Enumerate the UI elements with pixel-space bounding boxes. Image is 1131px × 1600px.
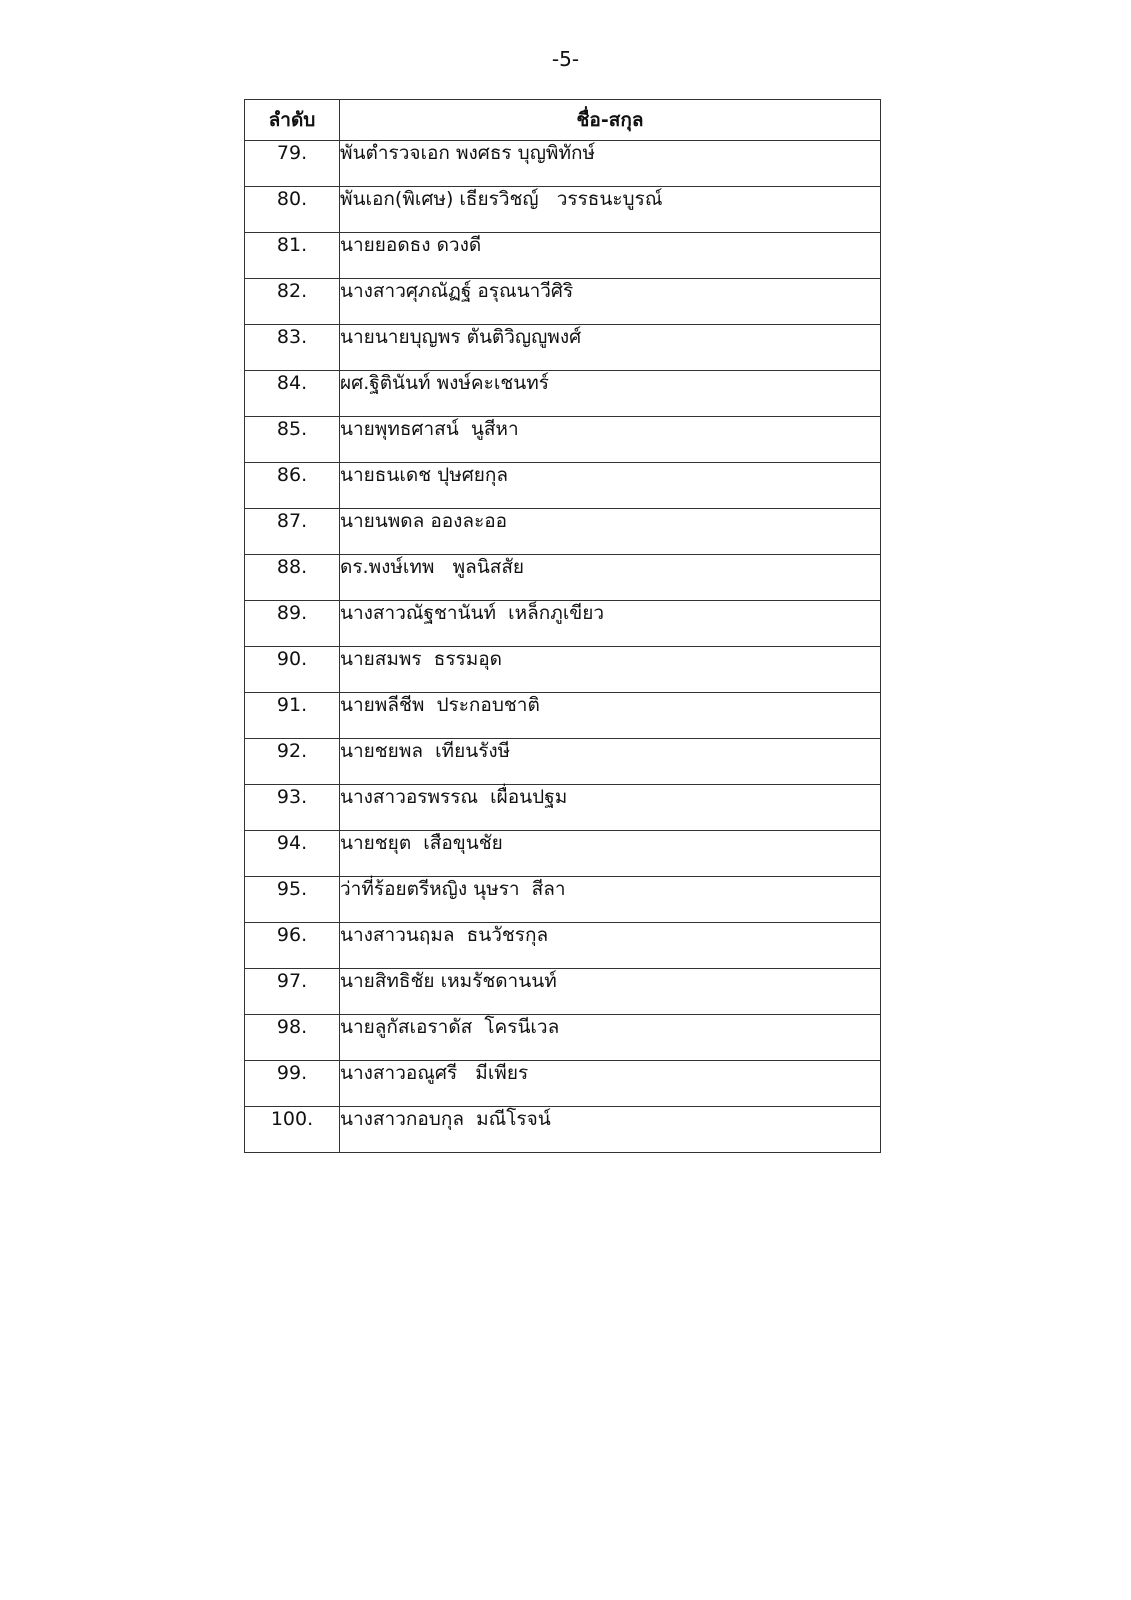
row-name: นางสาวอรพรรณ เผื่อนปฐม [340,785,881,831]
row-number: 99. [245,1061,340,1107]
table-row [245,693,881,739]
row-number: 87. [245,509,340,555]
row-name: นางสาวณัฐชานันท์ เหล็กภูเขียว [340,601,881,647]
row-name: นางสาวกอบกุล มณีโรจน์ [340,1107,881,1153]
row-name: พันเอก(พิเศษ) เธียรวิชญ์ วรรธนะบูรณ์ [340,187,881,233]
table-row [245,877,881,923]
table-row [245,509,881,555]
row-name: นางสาวอณูศรี มีเพียร [340,1061,881,1107]
header-no: ลำดับ [245,100,340,141]
row-name: นายสมพร ธรรมอุด [340,647,881,693]
table-row [245,969,881,1015]
row-name: นายพุทธศาสน์ นูสีหา [340,417,881,463]
row-number: 88. [245,555,340,601]
row-number: 85. [245,417,340,463]
row-name: นางสาวศุภณัฏฐ์ อรุณนาวีศิริ [340,279,881,325]
row-name: นายนพดล อองละออ [340,509,881,555]
page-number: -5- [551,47,580,71]
table-row [245,233,881,279]
row-number: 98. [245,1015,340,1061]
table-row [245,555,881,601]
row-number: 100. [245,1107,340,1153]
row-number: 93. [245,785,340,831]
row-number: 97. [245,969,340,1015]
table-row [245,647,881,693]
row-number: 86. [245,463,340,509]
table-row [245,923,881,969]
table-row [245,785,881,831]
row-name: นายชยุต เสือขุนชัย [340,831,881,877]
table-row [245,463,881,509]
table-row [245,831,881,877]
row-name: นายยอดธง ดวงดี [340,233,881,279]
row-number: 91. [245,693,340,739]
row-number: 90. [245,647,340,693]
row-number: 89. [245,601,340,647]
table-row [245,1107,881,1153]
table-row [245,739,881,785]
row-number: 81. [245,233,340,279]
row-number: 94. [245,831,340,877]
row-name: ว่าที่ร้อยตรีหญิง นุษรา สีลา [340,877,881,923]
row-name: นายลูกัสเอราดัส โครนีเวล [340,1015,881,1061]
row-name: นางสาวนฤมล ธนวัชรกุล [340,923,881,969]
row-number: 83. [245,325,340,371]
row-number: 82. [245,279,340,325]
table-header-row [245,100,881,141]
row-name: นายสิทธิชัย เหมรัชดานนท์ [340,969,881,1015]
name-list-table [244,99,881,1153]
row-number: 96. [245,923,340,969]
row-number: 84. [245,371,340,417]
table-row [245,279,881,325]
table-row [245,1061,881,1107]
table-row [245,371,881,417]
table-row [245,141,881,187]
table-row [245,417,881,463]
row-number: 95. [245,877,340,923]
table-row [245,1015,881,1061]
table-row [245,187,881,233]
table-row [245,325,881,371]
table-row [245,601,881,647]
row-number: 80. [245,187,340,233]
row-name: พันตำรวจเอก พงศธร บุญพิทักษ์ [340,141,881,187]
header-name: ชื่อ-สกุล [340,100,881,141]
row-name: นายชยพล เทียนรังษี [340,739,881,785]
row-name: นายพลีชีพ ประกอบชาติ [340,693,881,739]
row-name: นายธนเดช ปุษศยกุล [340,463,881,509]
row-name: ผศ.ฐิตินันท์ พงษ์คะเชนทร์ [340,371,881,417]
row-number: 79. [245,141,340,187]
row-number: 92. [245,739,340,785]
row-name: ดร.พงษ์เทพ พูลนิสสัย [340,555,881,601]
row-name: นายนายบุญพร ตันติวิญญูพงศ์ [340,325,881,371]
